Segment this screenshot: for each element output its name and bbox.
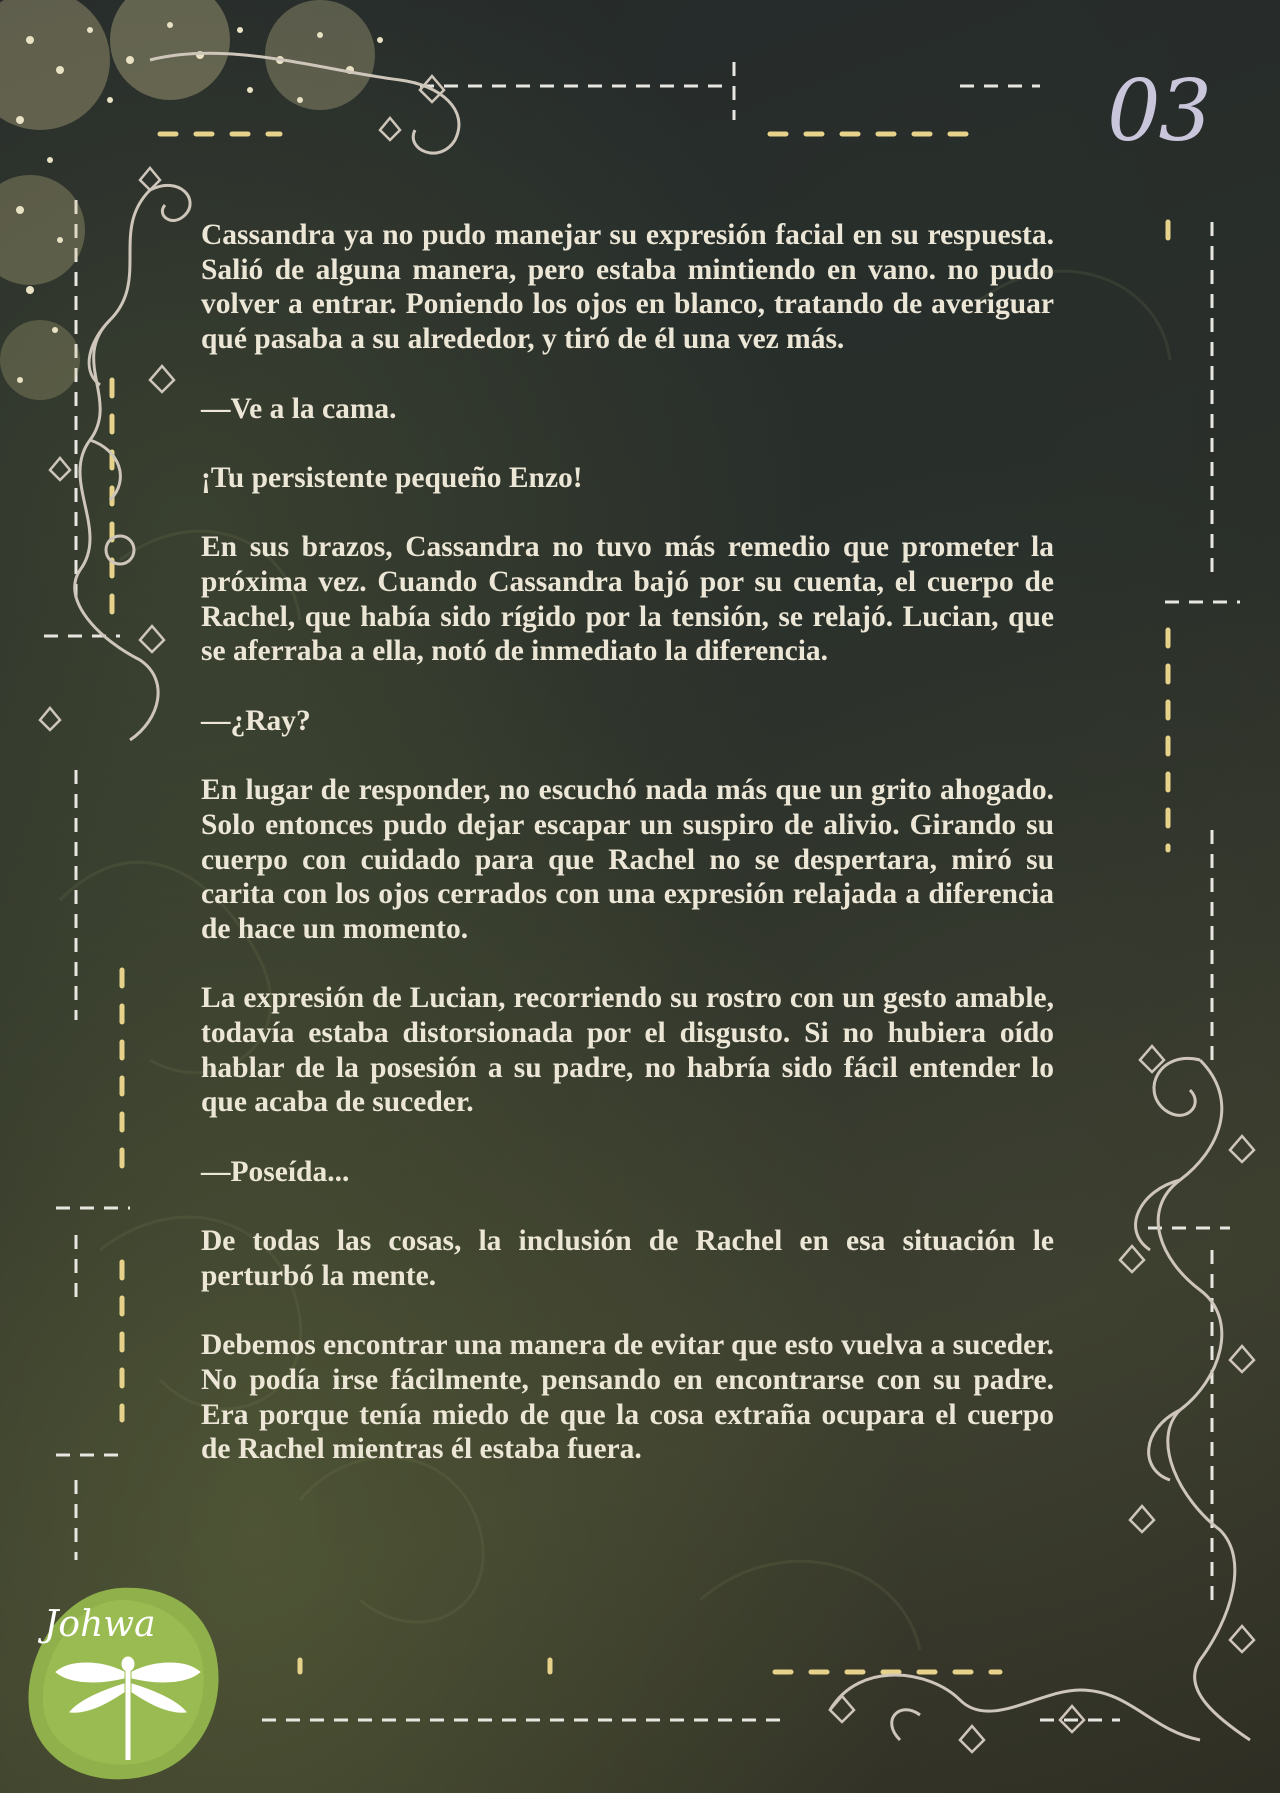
paragraph: Cassandra ya no pudo manejar su expresión facial en su respuesta. Salió de alguna manera, pero estaba mintiendo en vano. no pudo volver a entrar. Poniendo los ojos en blanco, tratando de averiguar qué pasaba a su alrededor, y tiró de él una vez más. — [201, 219, 1054, 356]
ivy-leaves-bottom — [830, 1696, 1084, 1752]
paragraph: En sus brazos, Cassandra no tuvo más remedio que prometer la próxima vez. Cuando Cassandra bajó por su cuenta, el cuerpo de Rachel, que había sido rígido por la tensión, se relajó. Lucian, que se aferraba a ella, notó de inmediato la diferencia. — [201, 531, 1054, 668]
page-number: 03 — [1107, 62, 1210, 160]
story-text — [201, 218, 1054, 1502]
paragraph: Debemos encontrar una manera de evitar que esto vuelva a suceder. No podía irse fácilmente, pensando en encontrarse con su padre. Era porque tenía miedo de que la cosa extraña ocupara el cuerpo de Rachel mientras él estaba fuera. — [201, 1329, 1054, 1466]
paragraph: —Ve a la cama. — [201, 392, 397, 425]
paragraph: En lugar de responder, no escuchó nada más que un grito ahogado. Solo entonces pudo dejar escapar un suspiro de alivio. Girando su cuerpo con cuidado para que Rachel no se despertara, miró su carita con los ojos cerrados con una expresión relajada a diferencia de hace un momento. — [201, 774, 1054, 945]
paragraph: —Poseída... — [201, 1155, 350, 1188]
paragraph: La expresión de Lucian, recorriendo su rostro con un gesto amable, todavía estaba distorsionada por el disgusto. Si no hubiera oído hablar de la posesión a su padre, no habría sido fácil entender lo que acaba de suceder. — [201, 982, 1054, 1119]
ivy-vine-icon — [830, 1675, 1200, 1740]
paragraph: ¡Tu persistente pequeño Enzo! — [201, 461, 583, 494]
brand-logo-text: Johwa — [44, 1604, 156, 1645]
paragraph: De todas las cosas, la inclusión de Rachel en esa situación le perturbó la mente. — [201, 1225, 1054, 1292]
paragraph: —¿Ray? — [201, 704, 311, 737]
